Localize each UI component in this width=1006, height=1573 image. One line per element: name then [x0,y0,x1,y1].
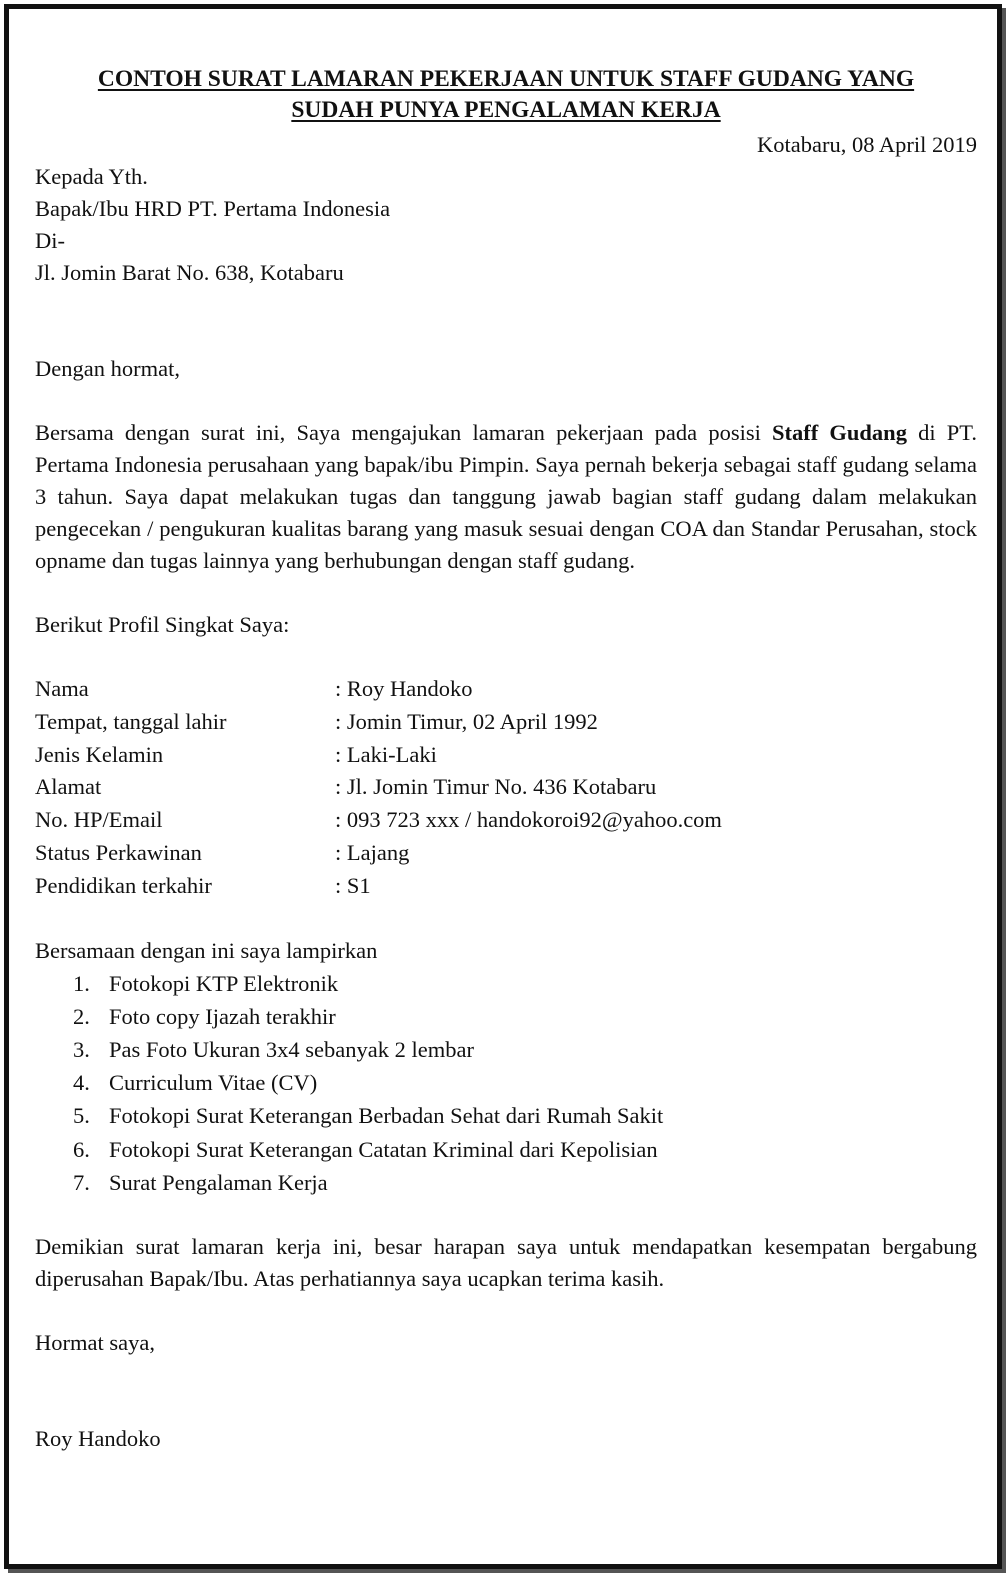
list-item [35,1133,977,1166]
greeting: Dengan hormat, [35,356,180,381]
list-item [35,1033,977,1066]
list-number: 7. [73,1169,90,1195]
profile-row [35,706,722,739]
profile-label: Pendidikan terkahir [35,872,212,898]
profile-value: : Jomin Timur, 02 April 1992 [335,708,598,734]
list-item-text: Foto copy Ijazah terakhir [109,1003,336,1029]
closing-paragraph: Demikian surat lamaran kerja ini, besar harapan saya untuk mendapatkan kesempatan bergabung diperusahan Bapak/Ibu. Atas perhatiannya saya ucapkan terima kasih. [35,1234,977,1291]
profile-value: : Roy Handoko [335,676,473,701]
profile-value: : 093 723 xxx / handokoroi92@yahoo.com [335,807,722,833]
list-item [35,1166,977,1199]
profile-row [35,804,722,837]
profile-label: No. HP/Email [35,807,163,833]
intro-paragraph [35,417,977,577]
list-number: 4. [73,1070,90,1096]
list-item-text: Fotokopi Surat Keterangan Berbadan Sehat dari Rumah Sakit [109,1103,664,1129]
profile-table [35,673,722,903]
recipient-line: Kepada Yth. [35,164,148,189]
profile-intro: Berikut Profil Singkat Saya: [35,612,290,637]
title-line-1: CONTOH SURAT LAMARAN PEKERJAAN UNTUK STAFF GUDANG YANG [97,66,915,92]
profile-label: Jenis Kelamin [35,741,164,767]
letter-title [35,64,977,126]
list-item [35,967,977,1000]
list-item-text: Fotokopi KTP Elektronik [109,970,339,996]
list-number: 1. [73,970,90,996]
profile-row [35,771,722,804]
title-line-2: SUDAH PUNYA PENGALAMAN KERJA [291,97,721,123]
recipient-block [35,161,977,289]
regards: Hormat saya, [35,1330,155,1355]
intro-text-before: Bersama dengan surat ini, Saya mengajukan lamaran pekerjaan pada posisi [35,420,772,445]
recipient-line: Di- [35,228,65,253]
letter-page [35,64,977,1455]
attachments-list [35,967,977,1199]
document-frame [4,4,1002,1569]
list-item [35,1066,977,1099]
profile-row [35,739,722,772]
profile-value: : Lajang [335,839,410,865]
position-name: Staff Gudang [772,420,907,445]
list-number: 2. [73,1003,90,1029]
profile-row [35,870,722,903]
list-item-text: Fotokopi Surat Keterangan Catatan Kriminal dari Kepolisian [109,1136,658,1162]
list-item-text: Surat Pengalaman Kerja [109,1169,328,1195]
recipient-line: Jl. Jomin Barat No. 638, Kotabaru [35,260,344,285]
profile-row [35,837,722,870]
profile-label: Tempat, tanggal lahir [35,708,227,734]
signer-name: Roy Handoko [35,1426,161,1451]
list-number: 6. [73,1136,90,1162]
list-item [35,1000,977,1033]
profile-value: : Laki-Laki [335,741,437,767]
list-item-text: Curriculum Vitae (CV) [109,1070,318,1096]
recipient-line: Bapak/Ibu HRD PT. Pertama Indonesia [35,196,391,221]
list-number: 5. [73,1103,90,1129]
profile-label: Alamat [35,774,102,800]
list-item [35,1099,977,1132]
attachments-intro: Bersamaan dengan ini saya lampirkan [35,937,378,963]
intro-text-after: di PT. Pertama Indonesia perusahaan yang bapak/ibu Pimpin. Saya pernah bekerja sebagai staff gudang selama 3 tahun. Saya dapat melakukan tugas dan tanggung jawab bagian staff gudang dalam melakukan pengecekan / pengukuran kualitas barang yang masuk sesuai dengan COA dan Standar Perusahan, stock opname dan tugas lainnya yang berhubungan dengan staff gudang. [35,420,977,573]
profile-label: Nama [35,676,89,701]
list-number: 3. [73,1036,90,1062]
list-item-text: Pas Foto Ukuran 3x4 sebanyak 2 lembar [109,1036,474,1062]
profile-row [35,673,722,706]
profile-value: : S1 [335,872,371,898]
letter-date: Kotabaru, 08 April 2019 [757,132,977,157]
profile-label: Status Perkawinan [35,839,202,865]
profile-value: : Jl. Jomin Timur No. 436 Kotabaru [335,774,657,800]
